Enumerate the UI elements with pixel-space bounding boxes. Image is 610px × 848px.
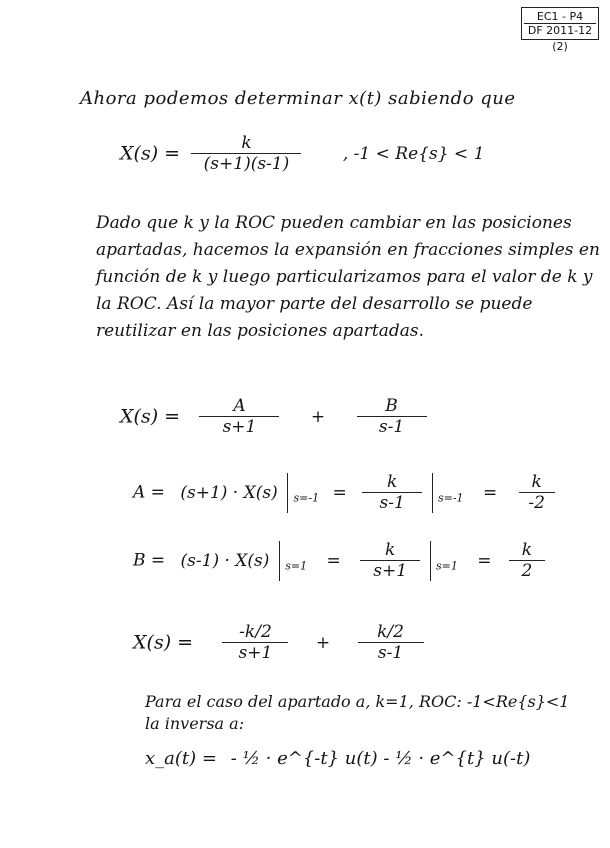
coefficient-b bbox=[133, 540, 545, 581]
transfer-lhs: X(s) = bbox=[120, 142, 181, 165]
result-t2-den: s-1 bbox=[377, 643, 404, 663]
transfer-function bbox=[120, 133, 484, 174]
coef-b-mid-den: s+1 bbox=[373, 561, 408, 581]
coef-b-label: B = bbox=[133, 550, 166, 571]
transfer-numerator: k bbox=[191, 133, 301, 154]
transfer-denominator: (s+1)(s-1) bbox=[203, 154, 290, 174]
coef-b-expr: (s-1) · X(s) bbox=[180, 550, 270, 571]
coef-a-eq2: = bbox=[482, 482, 498, 503]
coef-a-eq: = bbox=[332, 482, 347, 503]
intro-line: Ahora podemos determinar x(t) sabiendo que bbox=[80, 88, 516, 109]
pf-term2-den: s-1 bbox=[378, 417, 405, 437]
header-box bbox=[521, 7, 599, 40]
final-inverse bbox=[145, 748, 530, 769]
pf-plus: + bbox=[310, 406, 326, 427]
result-t1-num: -k/2 bbox=[222, 622, 288, 643]
coef-a-label: A = bbox=[133, 482, 165, 503]
page-number: (2) bbox=[552, 40, 568, 53]
pf-term2-num: B bbox=[357, 396, 427, 417]
case-line-1: Para el caso del apartado a, k=1, ROC: -1<Re{s}<1 bbox=[145, 692, 570, 711]
coef-b-eval: s=1 bbox=[285, 559, 308, 573]
coef-a-res-den: -2 bbox=[528, 493, 545, 513]
coef-b-eq: = bbox=[326, 550, 341, 571]
pf-term1-num: A bbox=[199, 396, 279, 417]
explanation-paragraph: Dado que k y la ROC pueden cambiar en las posiciones apartadas, hacemos la expansión en fracciones simples en función de k y luego particularizamos para el valor de k y la ROC. Así la mayor parte del desarrollo se puede reutilizar en las posiciones apartadas. bbox=[96, 213, 600, 341]
result-t1-den: s+1 bbox=[238, 643, 273, 663]
pf-term1-den: s+1 bbox=[222, 417, 257, 437]
pf-lhs: X(s) = bbox=[120, 405, 181, 428]
coef-b-eval2: s=1 bbox=[435, 559, 458, 573]
final-lhs: x_a(t) = bbox=[145, 748, 217, 769]
coef-b-eq2: = bbox=[477, 550, 492, 571]
coef-b-res-num: k bbox=[509, 540, 545, 561]
coef-a-expr: (s+1) · X(s) bbox=[180, 482, 278, 503]
coef-a-res-num: k bbox=[519, 472, 555, 493]
result-expansion bbox=[133, 622, 424, 663]
coef-a-eval2: s=-1 bbox=[437, 491, 464, 505]
result-plus: + bbox=[315, 632, 331, 653]
transfer-roc: , -1 < Re{s} < 1 bbox=[342, 143, 485, 164]
coef-b-res-den: 2 bbox=[521, 561, 533, 581]
case-line-2: la inversa a: bbox=[145, 714, 245, 733]
coefficient-a bbox=[133, 472, 555, 513]
header-stamp bbox=[521, 7, 599, 53]
exam-code: DF 2011-12 bbox=[524, 23, 596, 37]
coef-b-mid-num: k bbox=[360, 540, 420, 561]
course-code: EC1 - P4 bbox=[536, 10, 584, 23]
partial-fraction-form bbox=[120, 396, 427, 437]
coef-a-mid-den: s-1 bbox=[379, 493, 405, 513]
coef-a-mid-num: k bbox=[362, 472, 422, 493]
result-t2-num: k/2 bbox=[358, 622, 424, 643]
coef-a-eval: s=-1 bbox=[293, 491, 320, 505]
result-lhs: X(s) = bbox=[133, 631, 194, 654]
final-rhs: - ½ · e^{-t} u(t) - ½ · e^{t} u(-t) bbox=[230, 748, 531, 769]
